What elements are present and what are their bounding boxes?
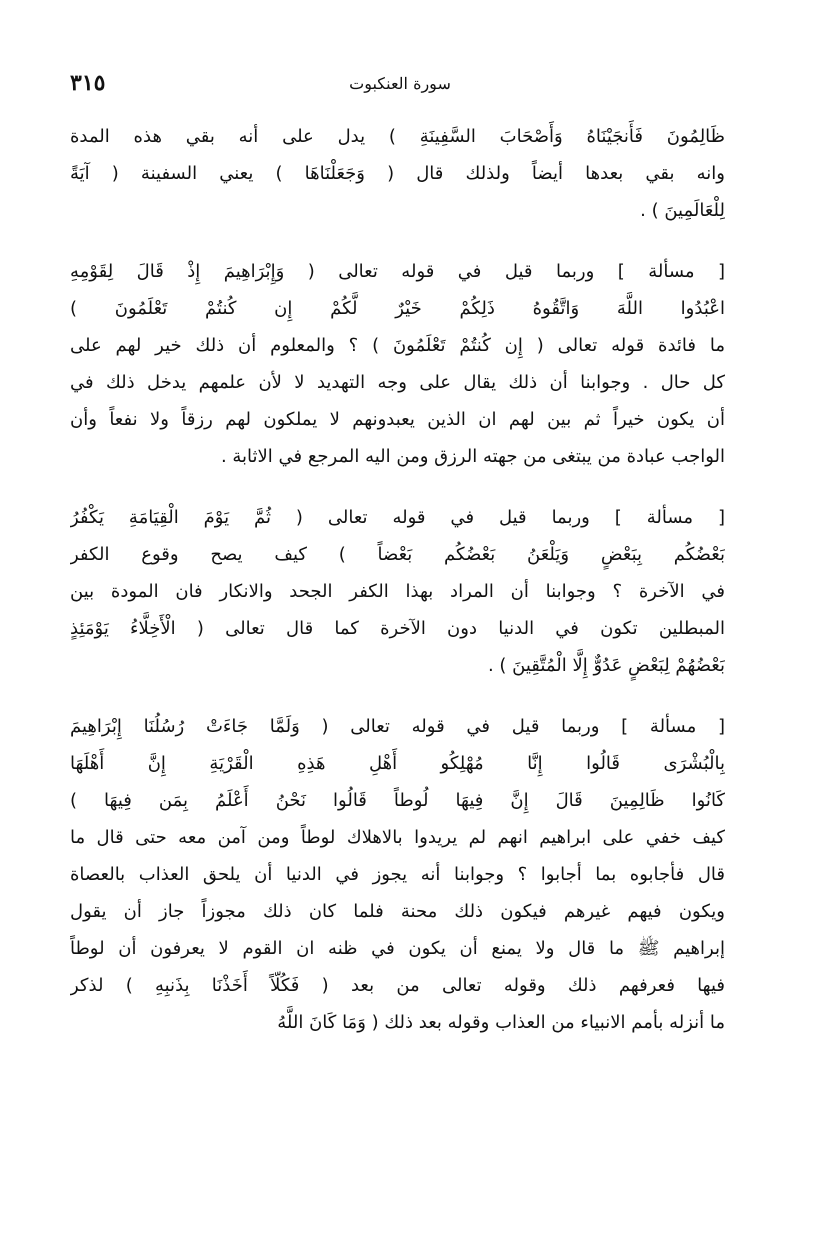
text-line: [ مسألة ] وربما قيل في قوله تعالى ( وَلَمَّا جَاءَتْ رُسُلُنَا إِبْرَاهِيمَ xyxy=(70,716,725,737)
text-line: بَعْضُهُمْ لِبَعْضٍ عَدُوٌّ إِلَّا الْمُتَّقِينَ ) . xyxy=(487,655,725,676)
text-line: كَانُوا ظَالِمِينَ قَالَ إِنَّ فِيهَا لُوطاً قَالُوا نَحْنُ أَعْلَمُ بِمَن فِيهَا ) xyxy=(70,790,725,811)
paragraph-1 xyxy=(70,118,725,229)
paragraph-2 xyxy=(70,253,725,475)
text-line: المبطلين تكون في الدنيا دون الآخرة كما قال تعالى ( الْأَخِلَّاءُ يَوْمَئِذٍ xyxy=(70,618,725,639)
page-number: ٣١٥ xyxy=(70,70,106,96)
text-line: لِلْعَالَمِينَ ) . xyxy=(640,200,725,221)
text-line: إبراهيم ﷺ ما قال ولا يمنع أن يكون في ظنه ان القوم لا يعرفون أن لوطاً xyxy=(70,938,725,959)
text-line: كل حال . وجوابنا أن ذلك يقال على وجه التهديد لا لأن علمهم يدخل ذلك في xyxy=(70,372,725,393)
page-body xyxy=(70,118,725,1118)
paragraph-3 xyxy=(70,499,725,684)
text-line: ظَالِمُونَ فَأَنجَيْنَاهُ وَأَصْحَابَ السَّفِينَةِ ) يدل على أنه بقي هذه المدة xyxy=(70,126,725,147)
text-line: فيها فعرفهم ذلك وقوله تعالى من بعد ( فَكُلّاً أَخَذْنَا بِذَنبِهِ ) لذكر xyxy=(70,975,725,996)
text-line: كيف خفي على ابراهيم انهم لم يريدوا بالاهلاك لوطاً ومن آمن معه حتى قال ما xyxy=(70,827,725,848)
text-line: أن يكون خيراً ثم بين لهم ان الذين يعبدونهم لا يملكون لهم رزقاً ولا نفعاً وأن xyxy=(70,409,725,430)
text-line: ويكون فيهم غيرهم فيكون ذلك محنة فلما كان ذلك مجوزاً جاز أن يقول xyxy=(70,901,725,922)
paragraph-gap xyxy=(70,684,725,708)
paragraph-4 xyxy=(70,708,725,1041)
surah-title: سورة العنكبوت xyxy=(349,74,451,93)
text-line: ما فائدة قوله تعالى ( إِن كُنتُمْ تَعْلَمُونَ ) ؟ والمعلوم أن ذلك خير لهم على xyxy=(70,335,725,356)
text-line: قال فأجابوه بما أجابوا ؟ وجوابنا أنه يجوز في الدنيا أن يلحق العذاب بالعصاة xyxy=(70,864,725,885)
page-header xyxy=(70,70,730,110)
paragraph-gap xyxy=(70,475,725,499)
text-line: الواجب عبادة من يبتغى من جهته الرزق ومن اليه المرجع في الاثابة . xyxy=(220,446,725,467)
text-line: ما أنزله بأمم الانبياء من العذاب وقوله بعد ذلك ( وَمَا كَانَ اللَّهُ xyxy=(277,1012,725,1033)
text-line: [ مسألة ] وربما قيل في قوله تعالى ( وَإِبْرَاهِيمَ إِذْ قَالَ لِقَوْمِهِ xyxy=(70,261,725,282)
text-line: [ مسألة ] وربما قيل في قوله تعالى ( ثُمَّ يَوْمَ الْقِيَامَةِ يَكْفُرُ xyxy=(70,507,725,528)
text-line: اعْبُدُوا اللَّهَ وَاتَّقُوهُ ذَلِكُمْ خَيْرٌ لَّكُمْ إِن كُنتُمْ تَعْلَمُونَ ) xyxy=(70,298,725,319)
paragraph-gap xyxy=(70,229,725,253)
text-line: في الآخرة ؟ وجوابنا أن المراد بهذا الكفر الجحد والانكار فان المودة بين xyxy=(70,581,725,602)
text-line: بَعْضُكُم بِبَعْضٍ وَيَلْعَنُ بَعْضُكُم بَعْضاً ) كيف يصح وقوع الكفر xyxy=(70,544,725,565)
text-line: بِالْبُشْرَى قَالُوا إِنَّا مُهْلِكُو أَهْلِ هَذِهِ الْقَرْيَةِ إِنَّ أَهْلَهَا xyxy=(70,753,725,774)
text-line: وانه بقي بعدها أيضاً ولذلك قال ( وَجَعَلْنَاهَا ) يعني السفينة ( آيَةً xyxy=(70,163,725,184)
